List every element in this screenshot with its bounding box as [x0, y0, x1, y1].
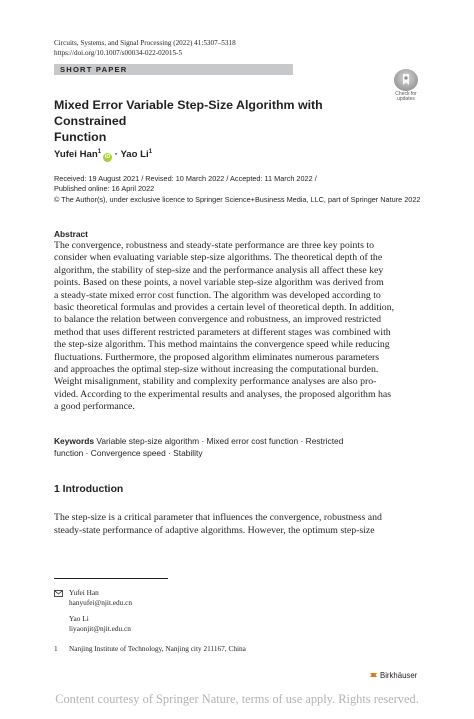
title-line-1: Mixed Error Variable Step-Size Algorithm with Constrained [54, 98, 323, 128]
affiliation-marker: 1 [148, 149, 153, 155]
publisher-mark-icon [370, 671, 378, 679]
footnote-author-name: Yao Li [69, 614, 89, 623]
introduction-body [54, 512, 419, 538]
affiliation-number: 1 [54, 644, 58, 653]
paper-title [54, 97, 394, 145]
body-line: steady-state performance of adaptive algorithms. However, the optimum step-size [54, 524, 375, 536]
author-name[interactable]: Yao Li [120, 149, 149, 160]
abstract-line: The convergence, robustness and steady-state performance are three key points to [54, 240, 374, 251]
section-heading: 1 Introduction [54, 484, 124, 495]
abstract-line: method that uses different restricted parameters at different stages was combined with [54, 326, 391, 338]
section-banner [54, 64, 293, 75]
email-link[interactable]: hanyufei@njit.edu.cn [69, 598, 133, 608]
abstract-line: and approaches the optimal step-size without increasing the computational burden. [54, 364, 379, 376]
affiliation-marker: 1 [97, 149, 102, 155]
corresponding-author-1 [69, 588, 132, 609]
courtesy-notice: Content courtesy of Springer Nature, terms of use apply. Rights reserved. [55, 692, 419, 706]
abstract-heading: Abstract [54, 229, 88, 239]
bookmark-icon [394, 69, 418, 91]
publisher-logo [370, 671, 417, 680]
journal-header [54, 38, 236, 58]
abstract-line: a good performance. [54, 401, 135, 413]
envelope-icon [54, 590, 63, 597]
footnote-divider [54, 578, 168, 579]
footnote-author-name: Yufei Han [69, 588, 99, 597]
doi-link[interactable]: https://doi.org/10.1007/s00034-022-02015-5 [54, 49, 183, 57]
orcid-icon[interactable]: iD [104, 154, 111, 160]
keywords-block [54, 435, 419, 460]
abstract-line: a steady-state mixed error cost function. The algorithm was developed according to [54, 289, 381, 301]
title-line-2: Function [54, 130, 107, 144]
keywords-line: function · Convergence speed · Stability [54, 448, 203, 459]
journal-citation: Circuits, Systems, and Signal Processing (2022) 41:5307–5318 [54, 39, 236, 47]
email-link[interactable]: liyaonjit@njit.edu.cn [69, 624, 131, 634]
body-line: The step-size is a critical parameter that influences the convergence, robustness and [54, 512, 382, 523]
author-list [54, 149, 152, 162]
abstract-line: fluctuations. Furthermore, the proposed algorithm eliminates numerous parameters [54, 351, 380, 363]
check-for-updates-badge[interactable] [390, 69, 422, 101]
abstract-line: vided. According to the experimental results and analyses, the proposed algorithm has [54, 388, 392, 400]
publication-history [54, 174, 420, 205]
badge-line-2: updates [397, 96, 415, 102]
section-banner-label: SHORT PAPER [60, 65, 128, 74]
history-line: Published online: 16 April 2022 [54, 184, 155, 194]
abstract-body [54, 240, 419, 414]
affiliation-text: Nanjing Institute of Technology, Nanjing city 211167, China [69, 644, 246, 653]
publisher-name: Birkhäuser [380, 671, 418, 680]
corresponding-author-2 [69, 614, 131, 635]
history-line: Received: 19 August 2021 / Revised: 10 March 2022 / Accepted: 11 March 2022 / [54, 174, 317, 183]
abstract-line: basic theoretical formulas and provides a certain level of theoretical depth. In addition, [54, 302, 395, 314]
abstract-line: algorithm, the stability of step-size and the performance analysis all affect these key [54, 264, 384, 276]
abstract-line: consider when evaluating variable step-size algorithms. The theoretical depth of the [54, 252, 383, 264]
keywords-line: Variable step-size algorithm · Mixed error cost function · Restricted [96, 436, 344, 446]
abstract-line: Weight misalignment, stability and complexity performance analyses are also pro- [54, 376, 377, 388]
abstract-line: the step-size algorithm. This method maintains the convergence speed while reducing [54, 339, 390, 351]
keywords-label: Keywords [54, 436, 95, 446]
author-name[interactable]: Yufei Han [54, 149, 98, 160]
author-separator: · [114, 149, 118, 160]
copyright-line: © The Author(s), under exclusive licence to Springer Science+Business Media, LLC, part of Springer Nature 2022 [54, 194, 421, 204]
abstract-line: points. Based on these points, a novel variable step-size algorithm was derived from [54, 277, 384, 289]
abstract-line: to balance the relation between convergence and robustness, an improved restricted [54, 314, 382, 326]
badge-line-1: Check for [395, 91, 417, 97]
